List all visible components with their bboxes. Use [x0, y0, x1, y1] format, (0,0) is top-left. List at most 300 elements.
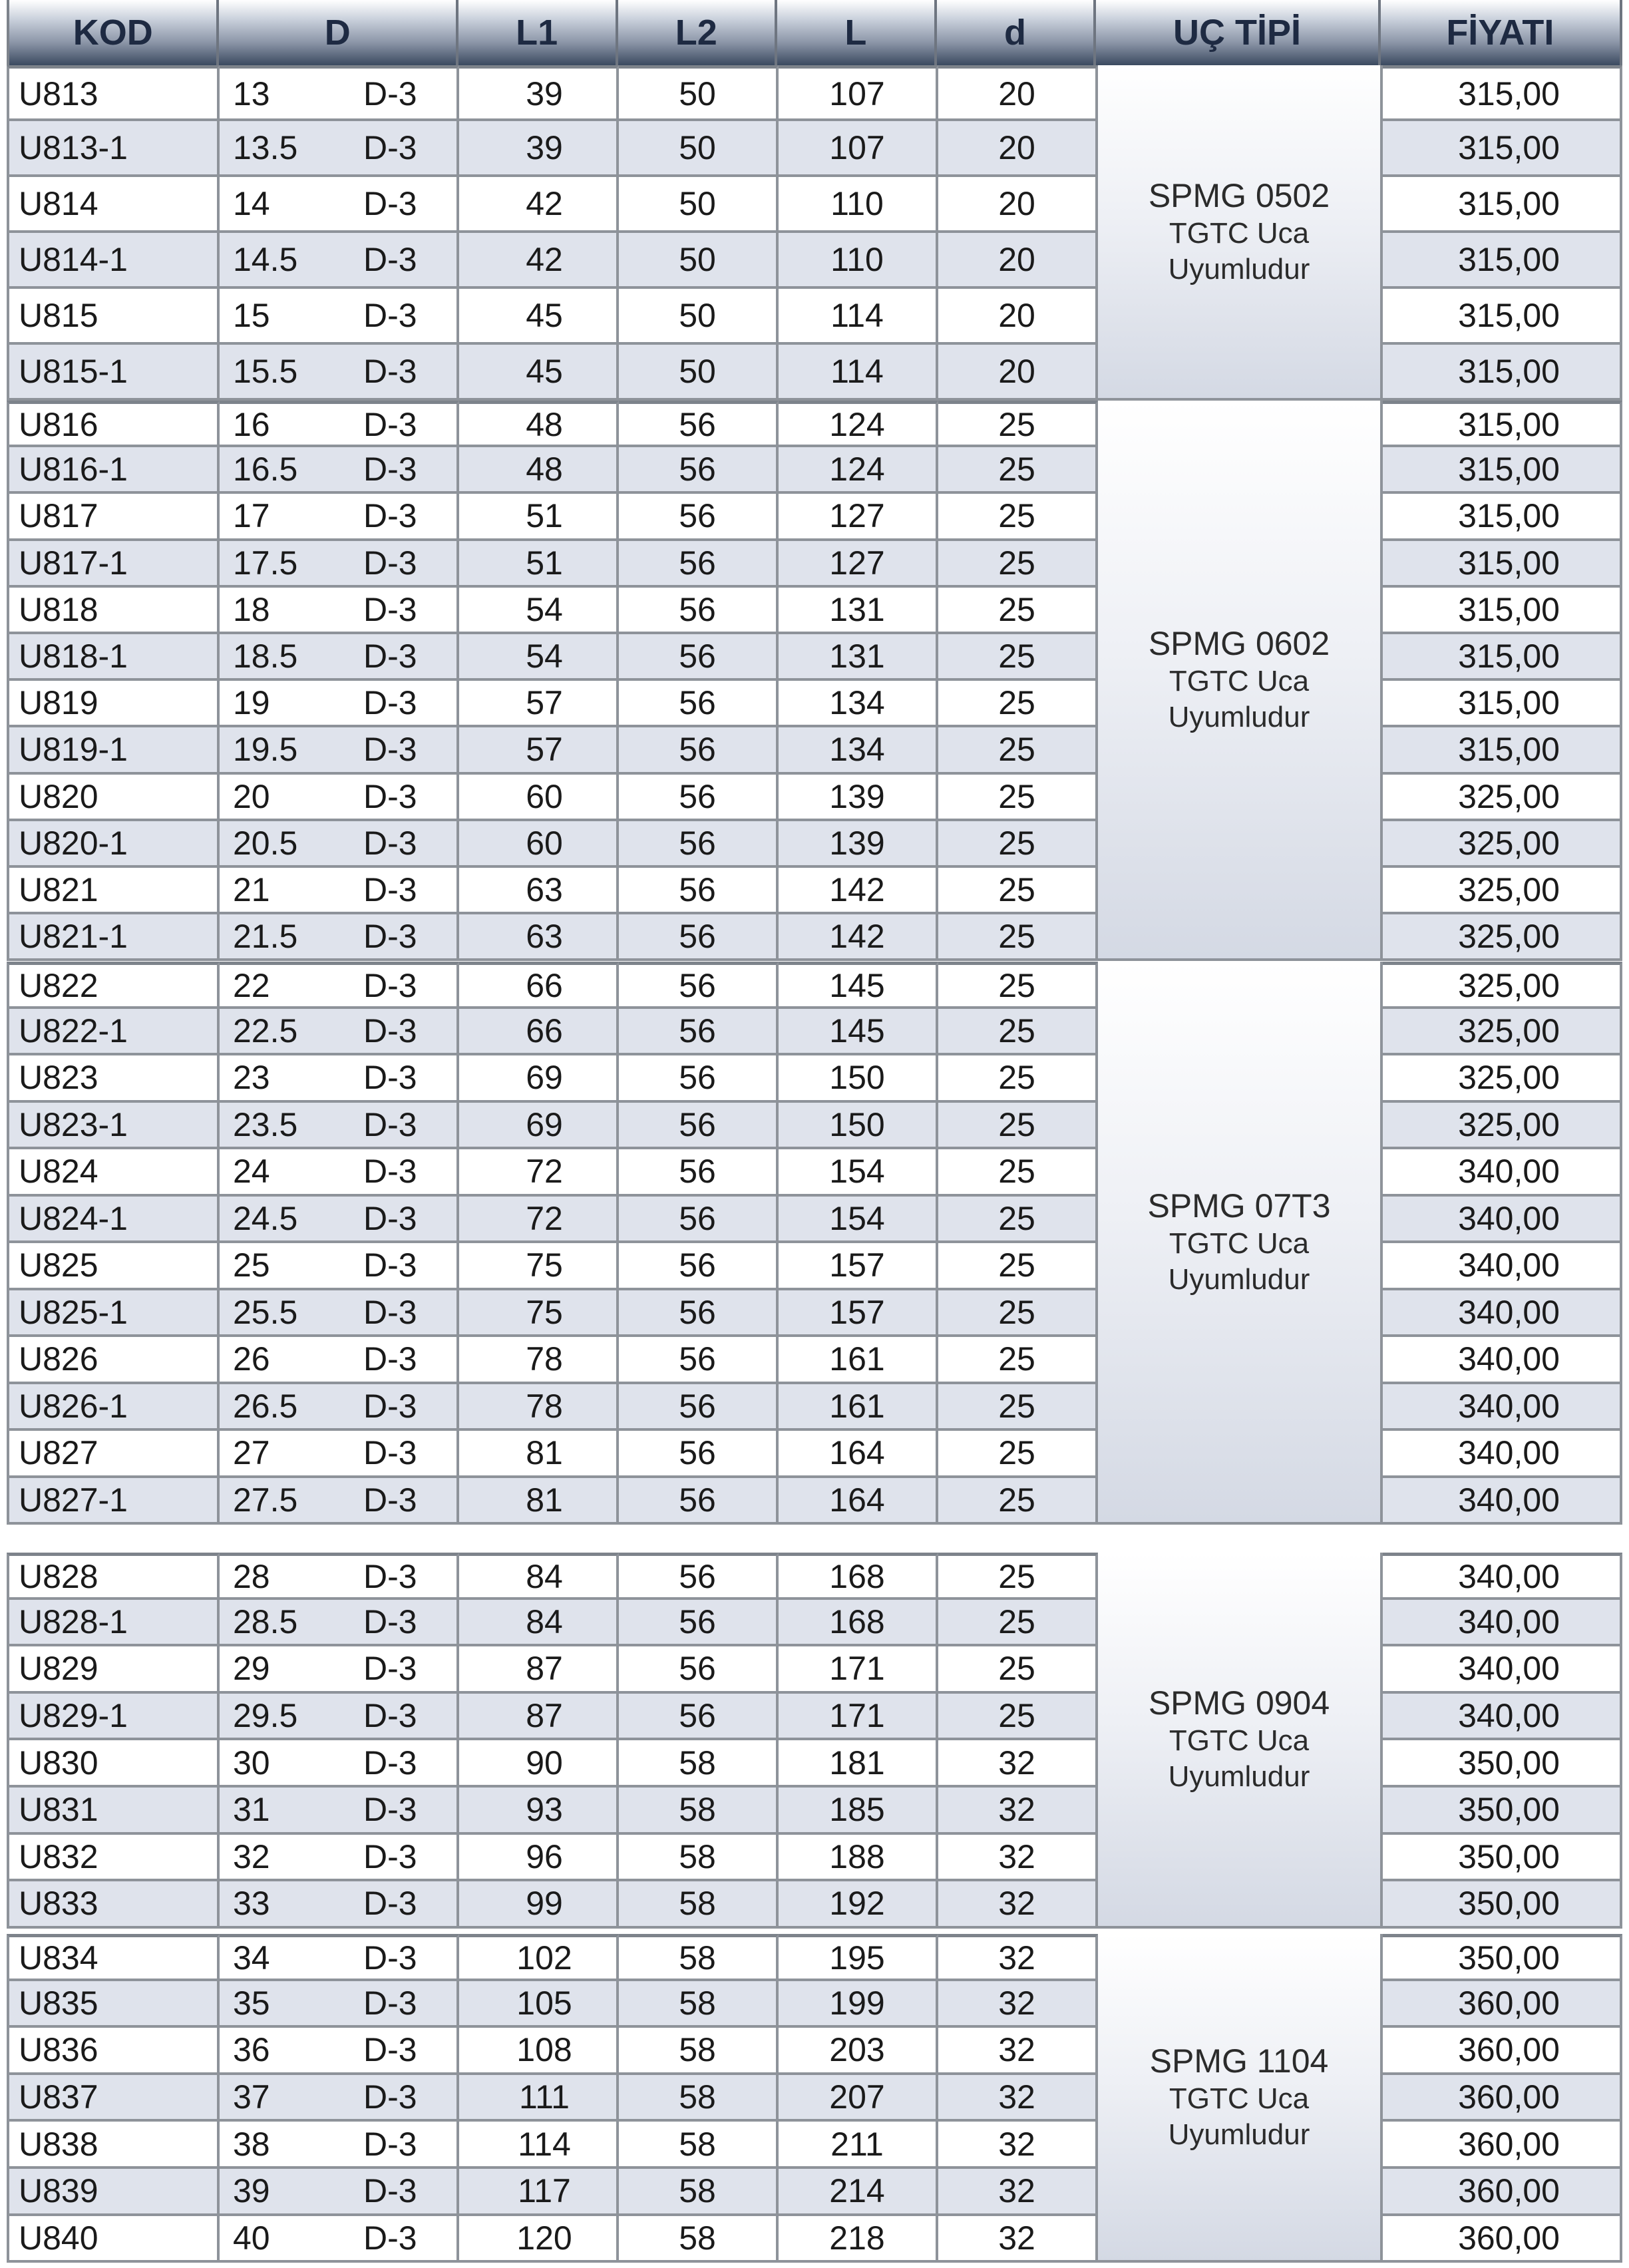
cell-l: 150: [779, 1103, 938, 1150]
cell-shank-d: 32: [938, 1981, 1098, 2028]
cell-d-tolerance: D-3: [363, 2219, 417, 2257]
cell-l2: 58: [619, 1934, 779, 1981]
cell-kod: U816: [7, 401, 220, 447]
cell-l1: [459, 1835, 619, 1882]
cell-l: 164: [779, 1478, 938, 1525]
cell-d-value: 33: [233, 1885, 270, 1923]
uc-tipi-line: SPMG 0502: [1148, 177, 1330, 214]
cell-kod: U837: [7, 2075, 220, 2122]
cell-d-tolerance: D-3: [363, 2172, 417, 2210]
cell-d-tolerance: D-3: [363, 1481, 417, 1519]
uc-tipi-line: TGTC Uca: [1169, 1724, 1310, 1758]
cell-fiyati: 340,00: [1383, 1553, 1622, 1600]
cell-l1: [459, 1694, 619, 1741]
cell-d-tolerance: D-3: [363, 1059, 417, 1097]
cell-d-value: 17.5: [233, 544, 298, 582]
cell-l: 171: [779, 1694, 938, 1741]
cell-d-tolerance: D-3: [363, 1791, 417, 1829]
cell-d: [220, 1740, 459, 1788]
cell-l1: [459, 681, 619, 727]
cell-l2: 56: [619, 914, 779, 961]
cell-d: [220, 775, 459, 821]
cell-l1-value: 60: [526, 777, 563, 815]
cell-shank-d: 32: [938, 2169, 1098, 2216]
cell-d-tolerance: D-3: [363, 1387, 417, 1425]
cell-shank-d: 20: [938, 289, 1098, 345]
cell-d: [220, 1009, 459, 1056]
cell-kod: U835: [7, 1981, 220, 2028]
uc-tipi-line: Uyumludur: [1168, 1760, 1310, 1794]
cell-d: [220, 65, 459, 121]
cell-d-value: 31: [233, 1791, 270, 1829]
cell-l1: [459, 289, 619, 345]
cell-d-value: 38: [233, 2125, 270, 2163]
cell-kod: U838: [7, 2122, 220, 2169]
cell-l: 218: [779, 2216, 938, 2263]
cell-l1: [459, 177, 619, 233]
cell-l: 157: [779, 1290, 938, 1338]
cell-l1: [459, 1740, 619, 1788]
cell-d: [220, 2122, 459, 2169]
cell-l1-value: 102: [516, 1939, 572, 1977]
cell-l1-value: 66: [526, 1012, 563, 1049]
cell-l1: [459, 1788, 619, 1835]
cell-d-tolerance: D-3: [363, 1557, 417, 1595]
cell-shank-d: 32: [938, 2216, 1098, 2263]
cell-l1-value: 84: [526, 1603, 563, 1640]
header-l2: L2: [618, 0, 778, 65]
cell-d-tolerance: D-3: [363, 871, 417, 909]
cell-fiyati: 325,00: [1383, 1055, 1622, 1103]
cell-l1: [459, 1337, 619, 1384]
cell-l1: [459, 401, 619, 447]
cell-l: 192: [779, 1881, 938, 1929]
cell-l2: 56: [619, 1243, 779, 1290]
header-d: D: [219, 0, 458, 65]
cell-l: 145: [779, 962, 938, 1009]
cell-kod: U826: [7, 1337, 220, 1384]
cell-d: [220, 447, 459, 494]
cell-fiyati: 325,00: [1383, 1009, 1622, 1056]
cell-kod: U815: [7, 289, 220, 345]
cell-l1: [459, 121, 619, 177]
cell-l1-value: 90: [526, 1744, 563, 1782]
cell-l: 211: [779, 2122, 938, 2169]
cell-fiyati: 360,00: [1383, 2028, 1622, 2075]
cell-l1-value: 45: [526, 353, 563, 390]
cell-d: [220, 868, 459, 914]
uc-tipi-line: SPMG 07T3: [1147, 1187, 1331, 1225]
table-header: [7, 0, 1622, 65]
cell-l: 114: [779, 345, 938, 401]
cell-d: [220, 2028, 459, 2075]
cell-d-tolerance: D-3: [363, 731, 417, 769]
cell-d-value: 21.5: [233, 918, 298, 956]
cell-d-value: 19: [233, 684, 270, 722]
cell-l1: [459, 962, 619, 1009]
cell-l1-value: 84: [526, 1557, 563, 1595]
cell-fiyati: 340,00: [1383, 1290, 1622, 1338]
cell-kod: U840: [7, 2216, 220, 2263]
cell-d-value: 27: [233, 1434, 270, 1472]
cell-fiyati: 315,00: [1383, 121, 1622, 177]
cell-shank-d: 25: [938, 634, 1098, 681]
cell-fiyati: 325,00: [1383, 775, 1622, 821]
cell-fiyati: 325,00: [1383, 914, 1622, 961]
cell-kod: U830: [7, 1740, 220, 1788]
cell-fiyati: 315,00: [1383, 681, 1622, 727]
cell-shank-d: 25: [938, 1290, 1098, 1338]
cell-l2: 56: [619, 821, 779, 868]
cell-d-value: 20.5: [233, 824, 298, 862]
cell-l2: 58: [619, 1740, 779, 1788]
cell-d: [220, 233, 459, 289]
cell-shank-d: 25: [938, 914, 1098, 961]
cell-d: [220, 914, 459, 961]
cell-l1: [459, 65, 619, 121]
cell-d-tolerance: D-3: [363, 1434, 417, 1472]
cell-l2: 56: [619, 1478, 779, 1525]
cell-kod: U814-1: [7, 233, 220, 289]
cell-shank-d: 25: [938, 1197, 1098, 1244]
cell-l1: [459, 1431, 619, 1478]
cell-d-tolerance: D-3: [363, 1293, 417, 1331]
cell-d-tolerance: D-3: [363, 2078, 417, 2116]
cell-kod: U831: [7, 1788, 220, 1835]
cell-shank-d: 25: [938, 1337, 1098, 1384]
header-l: L: [777, 0, 937, 65]
cell-l1-value: 60: [526, 824, 563, 862]
cell-d-value: 18: [233, 590, 270, 628]
cell-d: [220, 821, 459, 868]
cell-d-tolerance: D-3: [363, 1697, 417, 1735]
cell-kod: U817-1: [7, 541, 220, 588]
cell-shank-d: 32: [938, 2075, 1098, 2122]
cell-d: [220, 1694, 459, 1741]
cell-l1: [459, 1881, 619, 1929]
cell-l2: 56: [619, 634, 779, 681]
cell-d: [220, 1646, 459, 1694]
cell-kod: U827-1: [7, 1478, 220, 1525]
cell-d: [220, 962, 459, 1009]
cell-d-tolerance: D-3: [363, 1340, 417, 1378]
cell-fiyati: 350,00: [1383, 1881, 1622, 1929]
cell-kod: U821: [7, 868, 220, 914]
cell-shank-d: 25: [938, 962, 1098, 1009]
cell-d-tolerance: D-3: [363, 638, 417, 675]
cell-d-tolerance: D-3: [363, 966, 417, 1004]
cell-shank-d: 25: [938, 727, 1098, 774]
uc-tipi-cell: [1098, 962, 1383, 1525]
cell-shank-d: 25: [938, 1149, 1098, 1197]
cell-fiyati: 360,00: [1383, 2216, 1622, 2263]
cell-kod: U828-1: [7, 1600, 220, 1647]
cell-l2: 56: [619, 1149, 779, 1197]
uc-tipi-line: Uyumludur: [1168, 701, 1310, 734]
cell-l2: 56: [619, 681, 779, 727]
cell-d-tolerance: D-3: [363, 405, 417, 443]
cell-d-tolerance: D-3: [363, 1105, 417, 1143]
header-l1: L1: [458, 0, 618, 65]
cell-l: 127: [779, 494, 938, 540]
cell-fiyati: 340,00: [1383, 1197, 1622, 1244]
cell-l1-value: 75: [526, 1293, 563, 1331]
cell-l: 171: [779, 1646, 938, 1694]
cell-l1: [459, 1009, 619, 1056]
cell-shank-d: 25: [938, 868, 1098, 914]
cell-kod: U823-1: [7, 1103, 220, 1150]
cell-l: 107: [779, 121, 938, 177]
cell-d-value: 13: [233, 75, 270, 112]
cell-l2: 56: [619, 1646, 779, 1694]
cell-d: [220, 494, 459, 540]
cell-l1-value: 111: [518, 2078, 570, 2116]
cell-shank-d: 25: [938, 541, 1098, 588]
cell-l: 110: [779, 233, 938, 289]
cell-d: [220, 1788, 459, 1835]
cell-fiyati: 350,00: [1383, 1934, 1622, 1981]
cell-fiyati: 340,00: [1383, 1694, 1622, 1741]
cell-fiyati: 315,00: [1383, 233, 1622, 289]
cell-kod: U820-1: [7, 821, 220, 868]
cell-fiyati: 340,00: [1383, 1646, 1622, 1694]
cell-kod: U823: [7, 1055, 220, 1103]
cell-l1: [459, 868, 619, 914]
cell-fiyati: 315,00: [1383, 541, 1622, 588]
cell-l: 124: [779, 401, 938, 447]
cell-d: [220, 289, 459, 345]
cell-l1: [459, 588, 619, 634]
cell-d: [220, 1384, 459, 1431]
cell-shank-d: 25: [938, 1646, 1098, 1694]
cell-kod: U832: [7, 1835, 220, 1882]
cell-d-tolerance: D-3: [363, 1603, 417, 1640]
cell-fiyati: 325,00: [1383, 868, 1622, 914]
cell-d-tolerance: D-3: [363, 185, 417, 222]
cell-shank-d: 25: [938, 1478, 1098, 1525]
cell-l: 157: [779, 1243, 938, 1290]
cell-l1-value: 66: [526, 966, 563, 1004]
cell-kod: U826-1: [7, 1384, 220, 1431]
cell-l1: [459, 1934, 619, 1981]
cell-d-value: 23.5: [233, 1105, 298, 1143]
cell-l2: 56: [619, 447, 779, 494]
cell-shank-d: 25: [938, 401, 1098, 447]
cell-fiyati: 315,00: [1383, 588, 1622, 634]
cell-l1-value: 42: [526, 185, 563, 222]
cell-shank-d: 32: [938, 2028, 1098, 2075]
cell-shank-d: 25: [938, 821, 1098, 868]
cell-d: [220, 1881, 459, 1929]
cell-fiyati: 340,00: [1383, 1149, 1622, 1197]
cell-fiyati: 350,00: [1383, 1835, 1622, 1882]
cell-d-value: 25.5: [233, 1293, 298, 1331]
cell-l2: 58: [619, 2028, 779, 2075]
cell-l: 161: [779, 1384, 938, 1431]
cell-kod: U825-1: [7, 1290, 220, 1338]
cell-d-value: 39: [233, 2172, 270, 2210]
cell-d-value: 13.5: [233, 129, 298, 166]
cell-l: 168: [779, 1553, 938, 1600]
cell-d-value: 22: [233, 966, 270, 1004]
cell-l: 203: [779, 2028, 938, 2075]
cell-l1-value: 54: [526, 638, 563, 675]
cell-d-value: 35: [233, 1984, 270, 2022]
cell-d-tolerance: D-3: [363, 297, 417, 334]
cell-l1-value: 78: [526, 1387, 563, 1425]
cell-l1: [459, 447, 619, 494]
cell-d-value: 29: [233, 1650, 270, 1688]
cell-l1-value: 57: [526, 684, 563, 722]
cell-l1-value: 96: [526, 1837, 563, 1875]
uc-tipi-cell: [1098, 1934, 1383, 2263]
cell-d-tolerance: D-3: [363, 129, 417, 166]
cell-shank-d: 32: [938, 1881, 1098, 1929]
uc-tipi-line: SPMG 0602: [1148, 625, 1330, 663]
cell-l2: 56: [619, 868, 779, 914]
cell-kod: U815-1: [7, 345, 220, 401]
cell-fiyati: 315,00: [1383, 727, 1622, 774]
cell-l2: 56: [619, 1553, 779, 1600]
cell-l: 154: [779, 1149, 938, 1197]
cell-fiyati: 325,00: [1383, 962, 1622, 1009]
cell-l2: 56: [619, 962, 779, 1009]
cell-kod: U813-1: [7, 121, 220, 177]
cell-d-value: 24.5: [233, 1199, 298, 1237]
cell-l1: [459, 1243, 619, 1290]
cell-l2: 50: [619, 121, 779, 177]
uc-tipi-line: Uyumludur: [1168, 253, 1310, 285]
cell-fiyati: 325,00: [1383, 821, 1622, 868]
cell-l1-value: 72: [526, 1153, 563, 1191]
table-spacer: [7, 1525, 1622, 1553]
cell-l: 124: [779, 447, 938, 494]
cell-shank-d: 25: [938, 1431, 1098, 1478]
cell-d-value: 20: [233, 777, 270, 815]
cell-l1: [459, 233, 619, 289]
cell-fiyati: 315,00: [1383, 494, 1622, 540]
cell-l: 142: [779, 914, 938, 961]
cell-kod: U821-1: [7, 914, 220, 961]
cell-fiyati: 360,00: [1383, 2122, 1622, 2169]
cell-d: [220, 1431, 459, 1478]
cell-kod: U834: [7, 1934, 220, 1981]
cell-kod: U829-1: [7, 1694, 220, 1741]
cell-l1: [459, 1553, 619, 1600]
cell-d: [220, 1835, 459, 1882]
cell-l2: 56: [619, 1337, 779, 1384]
cell-d-value: 36: [233, 2031, 270, 2069]
cell-l: 199: [779, 1981, 938, 2028]
cell-l: 154: [779, 1197, 938, 1244]
cell-l2: 50: [619, 177, 779, 233]
cell-l1-value: 39: [526, 129, 563, 166]
cell-l1: [459, 1290, 619, 1338]
cell-l2: 58: [619, 2216, 779, 2263]
cell-shank-d: 20: [938, 65, 1098, 121]
cell-kod: U827: [7, 1431, 220, 1478]
cell-l2: 56: [619, 541, 779, 588]
cell-d: [220, 401, 459, 447]
cell-l2: 58: [619, 2075, 779, 2122]
cell-d-tolerance: D-3: [363, 1984, 417, 2022]
cell-l1-value: 51: [526, 544, 563, 582]
cell-l1: [459, 1149, 619, 1197]
cell-shank-d: 32: [938, 2122, 1098, 2169]
cell-l1-value: 81: [526, 1481, 563, 1519]
cell-d: [220, 1337, 459, 1384]
cell-kod: U822: [7, 962, 220, 1009]
cell-kod: U825: [7, 1243, 220, 1290]
uc-tipi-line: TGTC Uca: [1169, 2082, 1310, 2116]
cell-fiyati: 340,00: [1383, 1243, 1622, 1290]
cell-l1-value: 57: [526, 731, 563, 769]
cell-d: [220, 1243, 459, 1290]
cell-l1: [459, 727, 619, 774]
cell-l1-value: 78: [526, 1340, 563, 1378]
cell-d-value: 24: [233, 1153, 270, 1191]
cell-d-value: 15.5: [233, 353, 298, 390]
cell-kod: U833: [7, 1881, 220, 1929]
cell-d: [220, 681, 459, 727]
cell-fiyati: 360,00: [1383, 2075, 1622, 2122]
cell-l: 134: [779, 727, 938, 774]
cell-d: [220, 1149, 459, 1197]
cell-kod: U839: [7, 2169, 220, 2216]
cell-d-value: 18.5: [233, 638, 298, 675]
header-fiyati: FİYATI: [1381, 0, 1622, 65]
cell-shank-d: 32: [938, 1740, 1098, 1788]
cell-shank-d: 32: [938, 1835, 1098, 1882]
cell-fiyati: 340,00: [1383, 1431, 1622, 1478]
cell-shank-d: 25: [938, 1243, 1098, 1290]
cell-l1-value: 108: [516, 2031, 572, 2069]
cell-l2: 50: [619, 65, 779, 121]
cell-l1: [459, 1600, 619, 1647]
cell-l1: [459, 1478, 619, 1525]
cell-l1: [459, 2028, 619, 2075]
cell-l1-value: 39: [526, 75, 563, 112]
cell-l1-value: 69: [526, 1105, 563, 1143]
cell-shank-d: 20: [938, 345, 1098, 401]
cell-l: 188: [779, 1835, 938, 1882]
cell-d-tolerance: D-3: [363, 918, 417, 956]
cell-l2: 56: [619, 1431, 779, 1478]
cell-d-value: 19.5: [233, 731, 298, 769]
cell-l2: 56: [619, 1600, 779, 1647]
cell-d: [220, 1103, 459, 1150]
cell-d-tolerance: D-3: [363, 353, 417, 390]
cell-d: [220, 1055, 459, 1103]
cell-kod: U818: [7, 588, 220, 634]
cell-d: [220, 1553, 459, 1600]
cell-l1: [459, 494, 619, 540]
cell-d-value: 15: [233, 297, 270, 334]
cell-fiyati: 315,00: [1383, 289, 1622, 345]
cell-l1-value: 63: [526, 871, 563, 909]
cell-d-tolerance: D-3: [363, 684, 417, 722]
cell-shank-d: 25: [938, 494, 1098, 540]
cell-d: [220, 2169, 459, 2216]
uc-tipi-line: TGTC Uca: [1169, 665, 1310, 698]
cell-d-value: 23: [233, 1059, 270, 1097]
cell-d-value: 22.5: [233, 1012, 298, 1049]
cell-l1-value: 99: [526, 1885, 563, 1923]
cell-l: 214: [779, 2169, 938, 2216]
cell-l: 107: [779, 65, 938, 121]
cell-l2: 58: [619, 1788, 779, 1835]
cell-l1-value: 42: [526, 241, 563, 278]
